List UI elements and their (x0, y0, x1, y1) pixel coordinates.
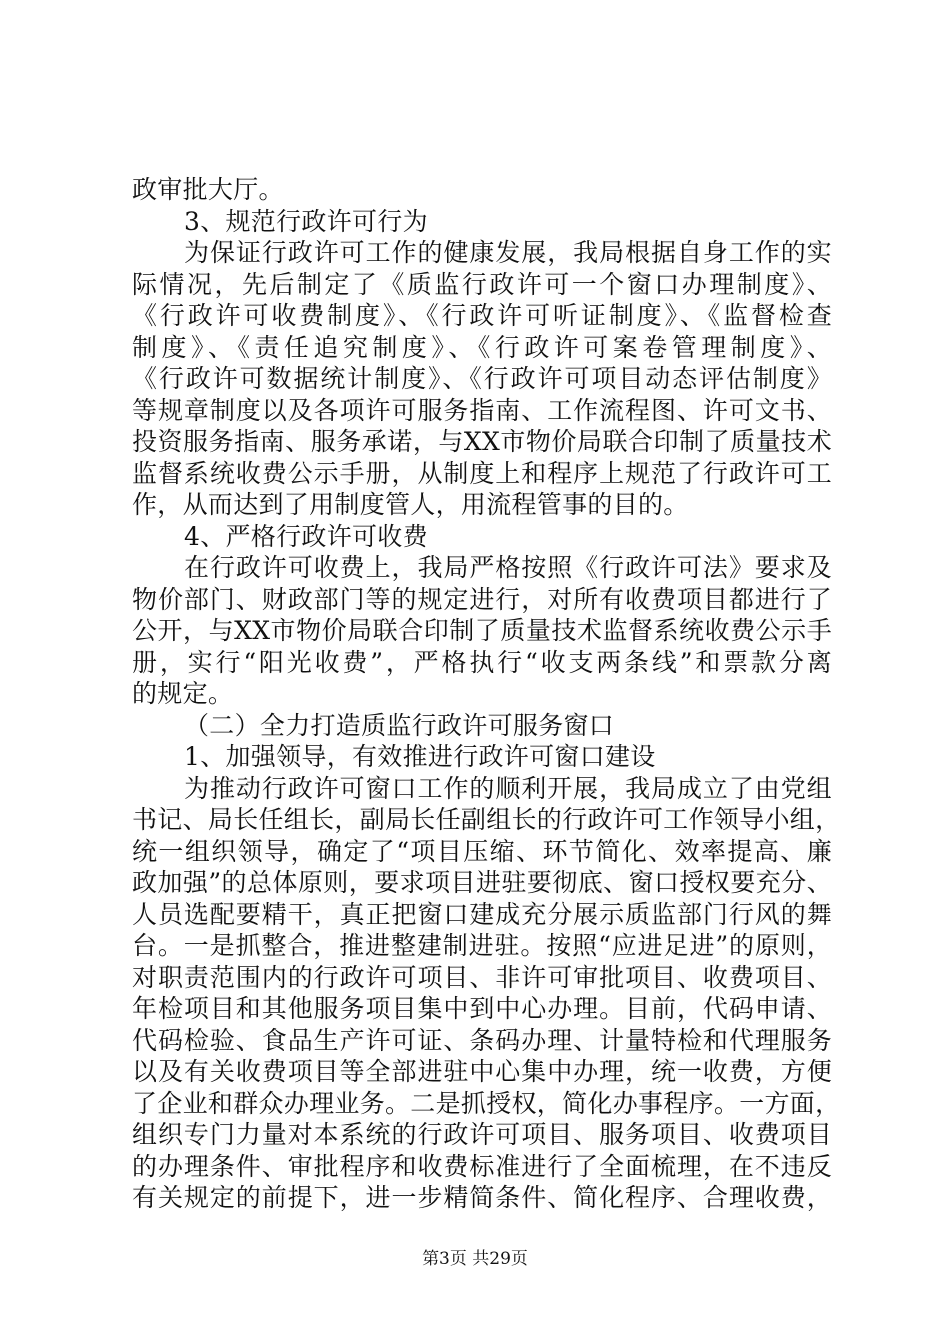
text-line: 际情况，先后制定了《质监行政许可一个窗口办理制度》、 (132, 269, 832, 299)
text-line: 等规章制度以及各项许可服务指南、工作流程图、许可文书、 (132, 395, 832, 425)
text-line: 监督系统收费公示手册，从制度上和程序上规范了行政许可工 (132, 458, 832, 488)
text-line: 作，从而达到了用制度管人，用流程管事的目的。 (132, 490, 689, 519)
text-line: 的规定。 (132, 679, 234, 708)
text-line: 代码检验、食品生产许可证、条码办理、计量特检和代理服务 (132, 1025, 832, 1055)
text-line: 3、规范行政许可行为 (184, 206, 428, 236)
text-line: 台。一是抓整合，推进整建制进驻。按照“应进足进”的原则， (132, 931, 832, 960)
text-line: 的办理条件、审批程序和收费标准进行了全面梳理，在不违反 (132, 1151, 832, 1181)
text-line: （二）全力打造质监行政许可服务窗口 (184, 710, 615, 740)
page-footer: 第3页 共29页 (422, 1249, 528, 1269)
text-line: 书记、局长任组长，副局长任副组长的行政许可工作领导小组， (132, 805, 841, 834)
text-line: 为推动行政许可窗口工作的顺利开展，我局成立了由党组 (184, 773, 832, 803)
text-line: 物价部门、财政部门等的规定进行，对所有收费项目都进行了 (132, 584, 832, 614)
text-line: 人员选配要精干，真正把窗口建成充分展示质监部门行风的舞 (132, 899, 832, 929)
text-line: 公开，与XX市物价局联合印制了质量技术监督系统收费公示手 (132, 616, 832, 645)
text-line: 4、严格行政许可收费 (184, 521, 428, 551)
document-body (132, 174, 841, 1214)
text-line: 政审批大厅。 (132, 175, 284, 204)
text-line: 在行政许可收费上，我局严格按照《行政许可法》要求及 (184, 553, 832, 582)
text-line: 统一组织领导，确定了“项目压缩、环节简化、效率提高、廉 (132, 836, 832, 866)
text-line: 册，实行“阳光收费”，严格执行“收支两条线”和票款分离 (132, 647, 832, 677)
text-line: 《行政许可数据统计制度》、《行政许可项目动态评估制度》 (132, 364, 832, 393)
text-line: 了企业和群众办理业务。二是抓授权，简化办事程序。一方面， (132, 1088, 841, 1118)
text-line: 对职责范围内的行政许可项目、非许可审批项目、收费项目、 (132, 962, 832, 992)
text-line: 《行政许可收费制度》、《行政许可听证制度》、《监督检查 (132, 301, 832, 330)
text-line: 为保证行政许可工作的健康发展，我局根据自身工作的实 (184, 238, 832, 267)
text-line: 投资服务指南、服务承诺，与XX市物价局联合印制了质量技术 (132, 427, 832, 456)
text-line: 有关规定的前提下，进一步精简条件、简化程序、合理收费， (132, 1183, 832, 1212)
text-line: 制度》、《责任追究制度》、《行政许可案卷管理制度》、 (132, 332, 832, 362)
text-line: 年检项目和其他服务项目集中到中心办理。目前，代码申请、 (132, 994, 832, 1023)
text-line: 以及有关收费项目等全部进驻中心集中办理，统一收费，方便 (132, 1057, 832, 1086)
text-line: 组织专门力量对本系统的行政许可项目、服务项目、收费项目 (132, 1120, 832, 1149)
text-line: 政加强”的总体原则，要求项目进驻要彻底、窗口授权要充分、 (132, 868, 832, 897)
text-line: 1、加强领导，有效推进行政许可窗口建设 (184, 742, 656, 771)
